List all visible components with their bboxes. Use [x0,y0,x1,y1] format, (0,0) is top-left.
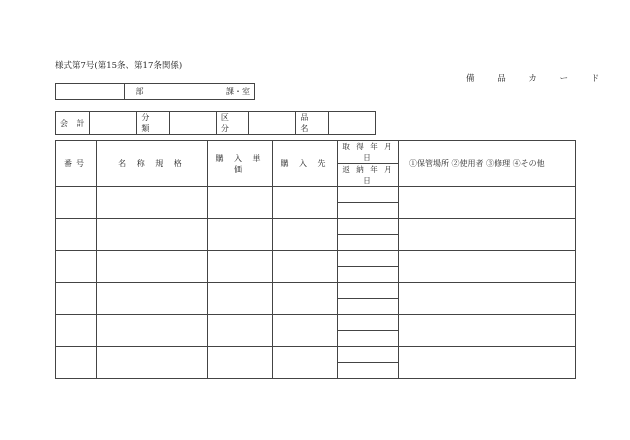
row-notes-cell[interactable] [399,187,576,219]
row-vendor-cell[interactable] [273,283,338,315]
bunrui-field[interactable] [169,112,216,135]
form-id: 様式第7号(第15条、第17条関係) [55,61,183,71]
row-price-cell[interactable] [208,283,273,315]
row-price-cell[interactable] [208,251,273,283]
row-name-cell[interactable] [97,251,208,283]
bu-label: 部 [135,87,144,96]
row-vendor-cell[interactable] [273,251,338,283]
row-number-cell[interactable] [56,219,97,251]
row-number-cell[interactable] [56,251,97,283]
ka-shitsu-label: 課・室 [226,87,250,96]
row-price-cell[interactable] [208,219,273,251]
header-vendor: 購 入 先 [273,141,338,187]
kaikei-field[interactable] [90,112,137,135]
row-return-cell[interactable] [338,267,399,283]
row-vendor-cell[interactable] [273,315,338,347]
row-return-cell[interactable] [338,299,399,315]
row-acquire-cell[interactable] [338,187,399,203]
header-unit-price: 購 入 単 価 [208,141,273,187]
row-vendor-cell[interactable] [273,347,338,379]
header-name-spec: 名 称 規 格 [97,141,208,187]
row-number-cell[interactable] [56,347,97,379]
row-return-cell[interactable] [338,235,399,251]
row-name-cell[interactable] [97,219,208,251]
row-name-cell[interactable] [97,347,208,379]
row-acquire-cell[interactable] [338,219,399,235]
card-title: 備 品 カ ー ド [466,74,610,84]
row-acquire-cell[interactable] [338,283,399,299]
row-notes-cell[interactable] [399,251,576,283]
row-name-cell[interactable] [97,187,208,219]
dept-label [125,84,255,100]
row-return-cell[interactable] [338,363,399,379]
header-return-date: 返 納 年 月 日 [338,164,399,187]
row-name-cell[interactable] [97,315,208,347]
category-table [55,111,376,135]
row-notes-cell[interactable] [399,347,576,379]
row-acquire-cell[interactable] [338,347,399,363]
row-notes-cell[interactable] [399,315,576,347]
row-vendor-cell[interactable] [273,219,338,251]
row-return-cell[interactable] [338,203,399,219]
row-number-cell[interactable] [56,283,97,315]
equipment-table [55,140,576,379]
dept-input[interactable] [56,84,125,100]
hinmei-label: 品 名 [296,112,328,135]
bunrui-label: 分 類 [137,112,169,135]
row-name-cell[interactable] [97,283,208,315]
row-vendor-cell[interactable] [273,187,338,219]
header-acquire-date: 取 得 年 月 日 [338,141,399,164]
row-return-cell[interactable] [338,331,399,347]
row-acquire-cell[interactable] [338,251,399,267]
kubun-label: 区 分 [216,112,248,135]
row-price-cell[interactable] [208,187,273,219]
kaikei-label: 会 計 [56,112,90,135]
department-table [55,83,255,100]
kubun-field[interactable] [249,112,296,135]
row-price-cell[interactable] [208,347,273,379]
row-number-cell[interactable] [56,315,97,347]
row-notes-cell[interactable] [399,219,576,251]
row-number-cell[interactable] [56,187,97,219]
row-price-cell[interactable] [208,315,273,347]
row-notes-cell[interactable] [399,283,576,315]
hinmei-field[interactable] [328,112,375,135]
header-number: 番号 [56,141,97,187]
header-notes: ①保管場所 ②使用者 ③修理 ④その他 [399,141,576,187]
row-acquire-cell[interactable] [338,315,399,331]
